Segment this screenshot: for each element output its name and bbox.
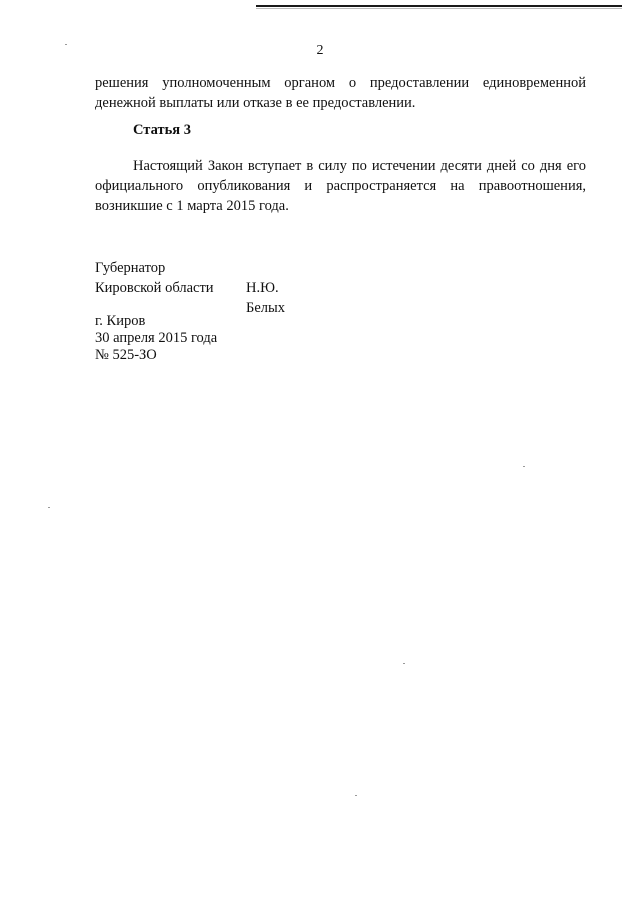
scan-speck: [403, 663, 405, 664]
scan-speck: [65, 44, 67, 45]
date-line: 30 апреля 2015 года: [95, 330, 218, 346]
signature-block: [95, 258, 285, 316]
city-line: г. Киров: [95, 313, 146, 329]
scan-speck: [48, 507, 50, 508]
signature-title-line-2: Кировской области: [95, 280, 214, 296]
signature-name: Н.Ю. Белых: [246, 280, 285, 316]
top-border-line: [256, 5, 622, 7]
page-number: 2: [316, 43, 324, 58]
top-border-line-shadow: [256, 8, 622, 9]
signature-title-line-1: Губернатор: [95, 260, 166, 276]
law-number-line: № 525-ЗО: [95, 347, 157, 363]
scan-speck: [523, 466, 525, 467]
paragraph-continuation: решения уполномоченным органом о предоставлении единовременной денежной выплаты или отказе в ее предоставлении.: [95, 75, 586, 111]
place-date-block: [95, 313, 217, 364]
paragraph-entry-into-force: Настоящий Закон вступает в силу по истечении десяти дней со дня его официального опубликования и распространяется на правоотношения, возникшие с 1 марта 2015 года.: [95, 158, 586, 214]
article-heading: Статья 3: [133, 122, 191, 138]
scan-speck: [355, 795, 357, 796]
